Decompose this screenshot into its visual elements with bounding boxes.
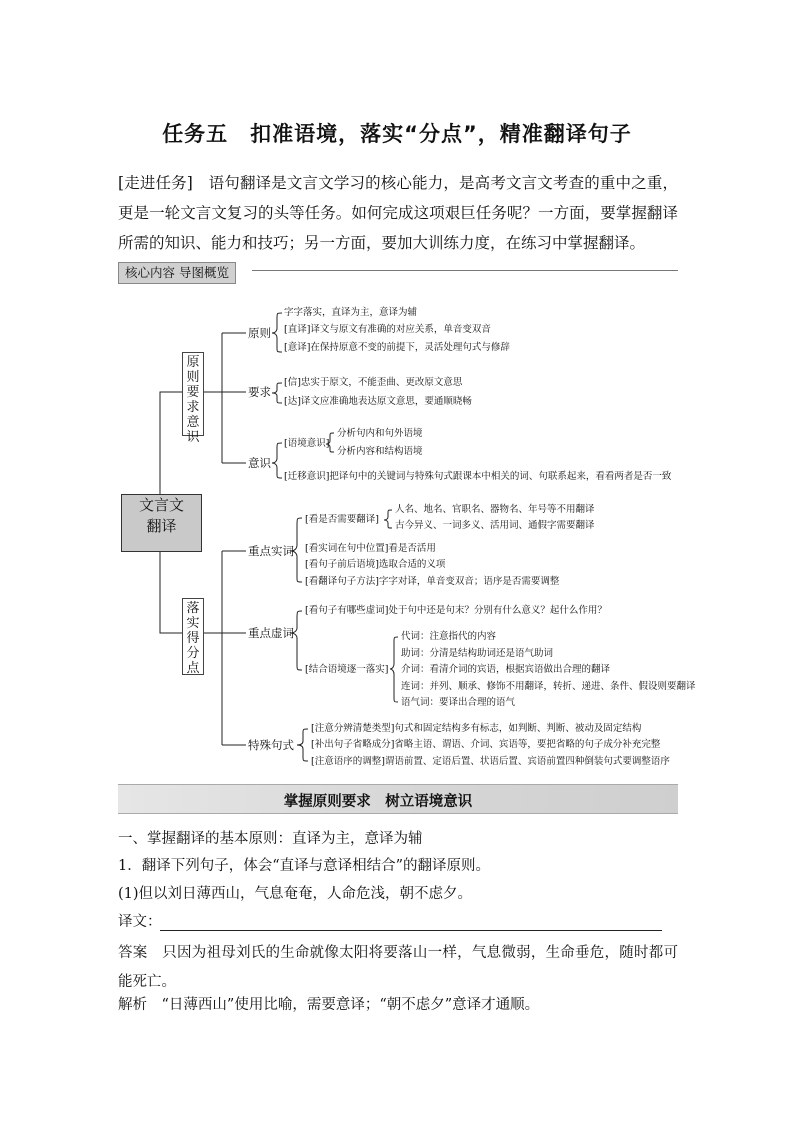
question-1: 1．翻译下列句子，体会“直译与意译相结合”的翻译原则。	[118, 858, 491, 874]
section-banner-title: 掌握原则要求 树立语境意识	[283, 794, 473, 810]
section-banner	[118, 784, 678, 814]
mindmap-root-line1: 文言文	[138, 496, 184, 514]
analysis-line	[118, 995, 539, 1015]
mindmap-root	[121, 494, 202, 552]
translation-label: 译文：	[118, 914, 162, 930]
analysis-label: 解析	[118, 997, 147, 1013]
content-word-subitem: 古今异义、一词多义、活用词、通假字需要翻译	[395, 520, 595, 531]
node-special-sentences: 特殊句式	[248, 738, 294, 752]
content-word-item: [看翻译句子方法]字字对译，单音变双音；语序是否需要调整	[305, 576, 560, 587]
principle-item: [意译]在保持原意不变的前提下，灵活处理句式与修辞	[284, 342, 510, 353]
heading-basic-principle: 一、掌握翻译的基本原则：直译为主，意译为辅	[118, 831, 423, 847]
function-word-subitem: 介词：看清介词的宾语，根据宾语做出合理的翻译	[401, 664, 611, 675]
answer-text: 只因为祖母刘氏的生命就像太阳将要落山一样，气息微弱，生命垂危，随时都可能死亡。	[118, 945, 679, 990]
function-word-subitem: 语气词：要译出合理的语气	[401, 697, 516, 708]
context-awareness-item: 分析内容和结构语境	[337, 446, 423, 457]
intro-tag: [走进任务]	[118, 174, 193, 192]
section-tag-overview: 核心内容 导图概览	[118, 262, 236, 284]
function-word-label: [结合语境逐一落实]	[305, 664, 389, 675]
function-word-subitem: 代词：注意指代的内容	[401, 631, 497, 642]
context-awareness-label: [语境意识]	[284, 438, 330, 449]
sentence-pattern-item: [注意分辨清楚类型]句式和固定结构多有标志，如判断、判断、被动及固定结构	[311, 723, 642, 734]
intro-text: 语句翻译是文言文学习的核心能力，是高考文言文考查的重中之重，更是一轮文言文复习的头等任务。如何完成这项艰巨任务呢？一方面，要掌握翻译所需的知识、能力和技巧；另一方面，要加大训练力度，在练习中掌握翻译。	[118, 174, 678, 252]
sentence-pattern-item: [注意语序的调整]谓语前置、定语后置、状语后置、宾语前置四种倒装句式要调整语序	[311, 756, 670, 767]
node-key-content-words: 重点实词	[248, 544, 294, 558]
answer-label: 答案	[118, 945, 148, 961]
node-awareness: 意识	[248, 456, 271, 470]
node-key-function-words: 重点虚词	[248, 626, 294, 640]
translation-blank-line	[160, 930, 662, 931]
requirement-item: [达]译文应准确地表达原文意思，要通顺晓畅	[284, 396, 472, 407]
context-awareness-item: 分析句内和句外语境	[337, 428, 423, 439]
transfer-awareness-item: [迁移意识]把译句中的关键词与特殊句式跟课本中相关的词、句联系起来，看看两者是否一致	[284, 471, 672, 482]
page-title: 任务五 扣准语境，落实“分点”，精准翻译句子	[162, 122, 632, 146]
mindmap-branch-principles: 原则要求意识	[182, 352, 204, 436]
principle-item: [直译]译文与原文有准确的对应关系，单音变双音	[284, 324, 491, 335]
mindmap-branch-scoring-points: 落实得分点	[182, 598, 204, 675]
function-word-item: [看句子有哪些虚词]处于句中还是句末？分别有什么意义？起什么作用？	[305, 605, 607, 616]
node-principle: 原则	[248, 326, 271, 340]
principle-item: 字字落实，直译为主，意译为辅	[284, 307, 418, 318]
answer-paragraph	[118, 939, 678, 997]
sentence-pattern-item: [补出句子省略成分]省略主语、谓语、介词、宾语等，要把省略的句子成分补充完整	[311, 739, 661, 750]
function-word-subitem: 连词：并列、顺承、修饰不用翻译，转折、递进、条件、假设则要翻译	[401, 681, 696, 692]
content-word-item: [看句子前后语境]选取合适的义项	[305, 559, 446, 570]
content-word-label: [看是否需要翻译]	[305, 514, 379, 525]
content-word-subitem: 人名、地名、官职名、器物名、年号等不用翻译	[395, 504, 595, 515]
node-requirement: 要求	[248, 385, 271, 399]
requirement-item: [信]忠实于原文，不能歪曲、更改原文意思	[284, 377, 463, 388]
mindmap-root-line2: 翻译	[146, 517, 177, 535]
function-word-subitem: 助词：分清是结构助词还是语气助词	[401, 648, 554, 659]
analysis-text: “日薄西山”使用比喻，需要意译；“朝不虑夕”意译才通顺。	[147, 997, 540, 1013]
question-1-1: (1)但以刘日薄西山，气息奄奄，人命危浅，朝不虑夕。	[118, 886, 473, 902]
content-word-item: [看实词在句中位置]看是否活用	[305, 543, 436, 554]
